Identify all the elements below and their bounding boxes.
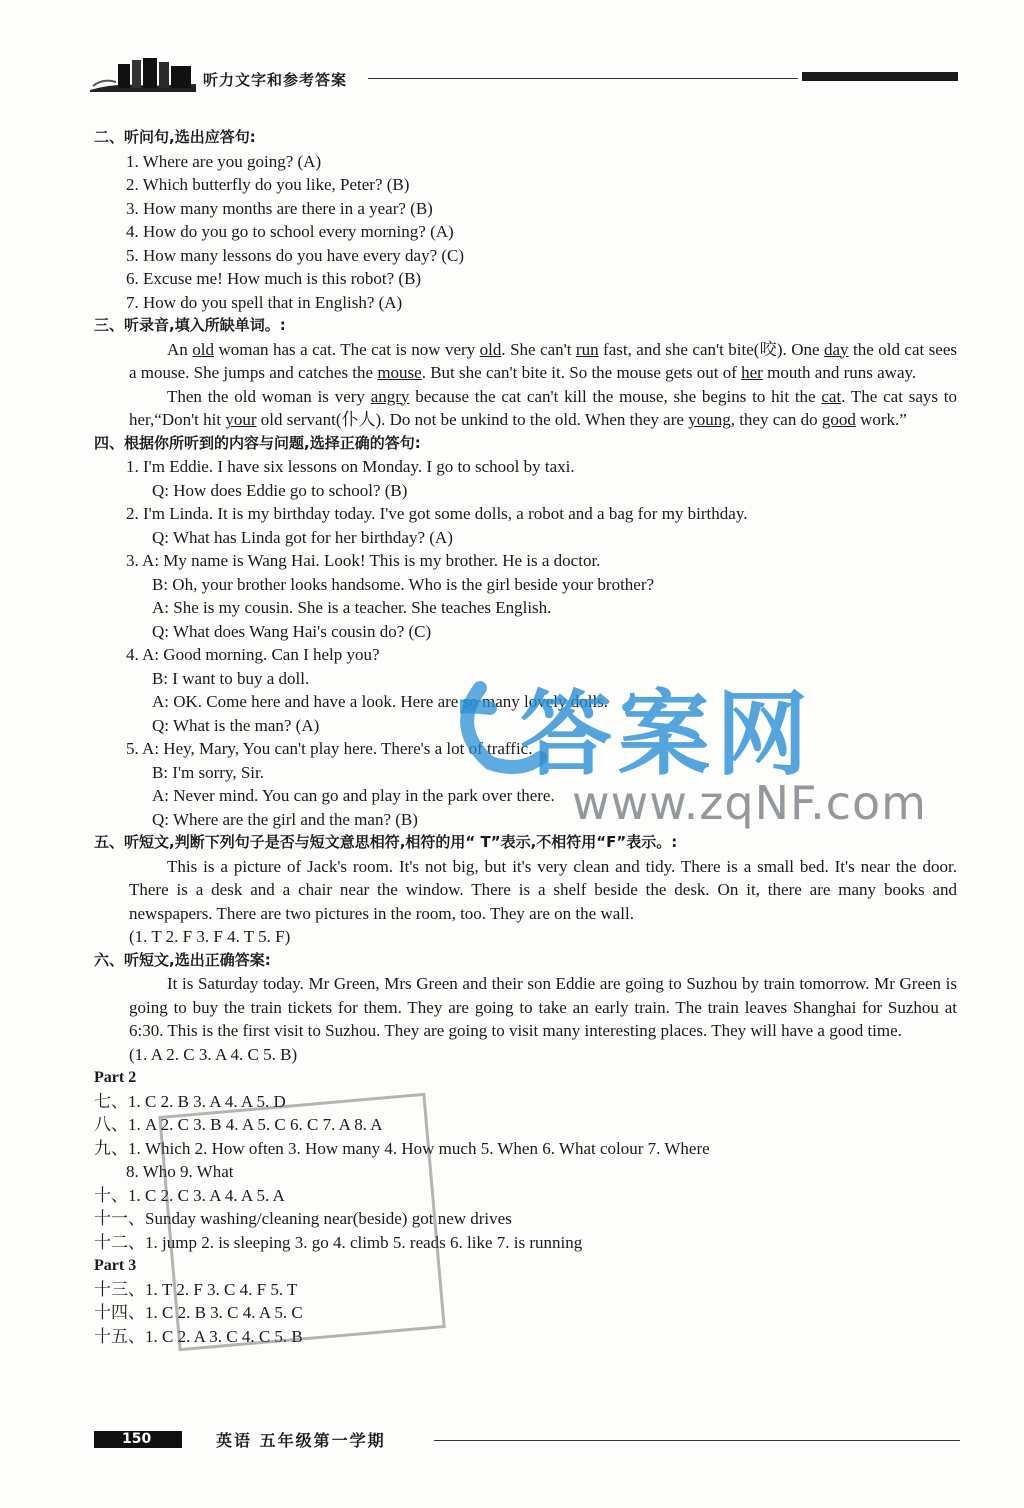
filled-blank: run	[575, 339, 599, 359]
filled-blank: old	[192, 339, 214, 359]
dialogue-line: A: She is my cousin. She is a teacher. She teaches English.	[152, 598, 552, 617]
part-title: Part 2	[94, 1069, 137, 1086]
dialogue-line: B: Oh, your brother looks handsome. Who is the girl beside your brother?	[152, 574, 655, 594]
footer-divider	[434, 1440, 960, 1441]
answer-item: 5. How many lessons do you have every day? (C)	[126, 245, 465, 265]
answer-row: 十四、1. C 2. B 3. C 4. A 5. C	[94, 1303, 303, 1322]
header-title: 听力文字和参考答案	[203, 71, 348, 89]
answer-row: 九、1. Which 2. How often 3. How many 4. How much 5. When 6. What colour 7. Where	[94, 1138, 710, 1158]
answer-row: 十二、1. jump 2. is sleeping 3. go 4. climb 5. reads 6. like 7. is running	[94, 1232, 583, 1252]
answer-row: 8. Who 9. What	[126, 1162, 234, 1181]
answer-item: 3. How many months are there in a year? (B)	[126, 198, 433, 218]
dialogue-line: 1. I'm Eddie. I have six lessons on Monday. I go to school by taxi.	[126, 457, 575, 476]
answer-key: (1. A 2. C 3. A 4. C 5. B)	[129, 1044, 298, 1064]
page-header	[88, 52, 958, 102]
filled-blank: angry	[370, 386, 410, 406]
cloze-paragraph: Then the old woman is very angry because the cat can't kill the mouse, she begins to hit the cat. The cat says to her,“Don't hit your old servant(仆人). Do not be unkind to the old. When they are young, they can do good work.”	[129, 386, 958, 429]
answer-item: 7. How do you spell that in English? (A)	[126, 292, 403, 312]
books-icon	[88, 56, 198, 94]
answer-item: 1. Where are you going? (A)	[126, 151, 322, 171]
passage-paragraph: It is Saturday today. Mr Green, Mrs Green and their son Eddie are going to Suzhou by train tomorrow. Mr Green is going to buy the train tickets for them. They are going to take an early train. The train leaves Shanghai for Suzhou at 6:30. This is the first visit to Suzhou. They are going to visit many interesting places. They will have a good time.	[129, 974, 957, 1040]
dialogue-line: Q: What is the man? (A)	[152, 715, 320, 735]
dialogue-line: 5. A: Hey, Mary, You can't play here. There's a lot of traffic.	[126, 739, 533, 758]
section-title: 四、根据你所听到的内容与问题,选择正确的答句:	[94, 433, 421, 452]
footer-subject: 英语 五年级第一学期	[216, 1431, 386, 1450]
watermark-logo-text: 答案网	[520, 681, 815, 788]
passage-paragraph: This is a picture of Jack's room. It's not big, but it's very clean and tidy. There is a small bed. It's near the door. There is a desk and a chair near the window. There is a shelf beside the desk. On it, there are many books and newspapers. There are two pictures in the room, too. They are on the wall.	[129, 856, 957, 923]
dialogue-line: B: I'm sorry, Sir.	[152, 762, 264, 782]
filled-blank: her	[741, 363, 763, 382]
answer-row: 十五、1. C 2. A 3. C 4. C 5. B	[94, 1326, 303, 1346]
dialogue-line: 4. A: Good morning. Can I help you?	[126, 645, 380, 664]
answer-row: 十三、1. T 2. F 3. C 4. F 5. T	[94, 1279, 298, 1299]
dialogue-line: A: OK. Come here and have a look. Here are so many lovely dolls.	[152, 692, 609, 711]
part-title: Part 3	[94, 1257, 137, 1274]
dialogue-line: B: I want to buy a doll.	[152, 668, 310, 688]
answer-content	[94, 126, 964, 1348]
header-bar	[802, 72, 958, 81]
answer-row: 十一、Sunday washing/cleaning near(beside) got new drives	[94, 1209, 512, 1228]
answer-item: 2. Which butterfly do you like, Peter? (B)	[126, 175, 410, 194]
section-title: 二、听问句,选出应答句:	[94, 128, 256, 146]
watermark-url: www.zqNF.com	[572, 776, 927, 830]
filled-blank: cat	[821, 386, 842, 406]
filled-blank: old	[479, 339, 502, 359]
filled-blank: good	[821, 410, 856, 429]
answer-row: 七、1. C 2. B 3. A 4. A 5. D	[94, 1091, 286, 1111]
dialogue-line: Q: What does Wang Hai's cousin do? (C)	[152, 621, 432, 641]
filled-blank: day	[823, 339, 849, 359]
dialogue-line: 2. I'm Linda. It is my birthday today. I've got some dolls, a robot and a bag for my birthday.	[126, 504, 748, 523]
answer-row: 八、1. A 2. C 3. B 4. A 5. C 6. C 7. A 8. A	[94, 1115, 383, 1134]
page-footer	[94, 1427, 960, 1451]
filled-blank: young	[688, 410, 731, 429]
dialogue-line: Q: Where are the girl and the man? (B)	[152, 809, 418, 829]
header-divider	[368, 78, 798, 79]
dialogue-line: A: Never mind. You can go and play in the park over there.	[152, 786, 555, 805]
section-title: 三、听录音,填入所缺单词。:	[94, 316, 286, 334]
answer-row: 十、1. C 2. C 3. A 4. A 5. A	[94, 1185, 285, 1205]
section-title: 五、听短文,判断下列句子是否与短文意思相符,相符的用“ T”表示,不相符用“F”表示。:	[94, 833, 678, 851]
answer-item: 6. Excuse me! How much is this robot? (B)	[126, 269, 422, 288]
filled-blank: mouse	[377, 363, 422, 382]
answer-key: (1. T 2. F 3. F 4. T 5. F)	[129, 927, 291, 946]
page-number: 150	[94, 1431, 182, 1448]
answer-item: 4. How do you go to school every morning? (A)	[126, 222, 454, 241]
dialogue-line: 3. A: My name is Wang Hai. Look! This is my brother. He is a doctor.	[126, 551, 601, 570]
cloze-paragraph: An old woman has a cat. The cat is now very old. She can't run fast, and she can't bite(咬). One day the old cat sees a mouse. She jumps and catches the mouse. But she can't bite it. So the mouse gets out of her mouth and runs away.	[129, 339, 957, 382]
dialogue-line: Q: How does Eddie go to school? (B)	[152, 480, 408, 500]
section-title: 六、听短文,选出正确答案:	[94, 950, 271, 969]
dialogue-line: Q: What has Linda got for her birthday? (A)	[152, 527, 453, 547]
filled-blank: your	[225, 410, 257, 429]
